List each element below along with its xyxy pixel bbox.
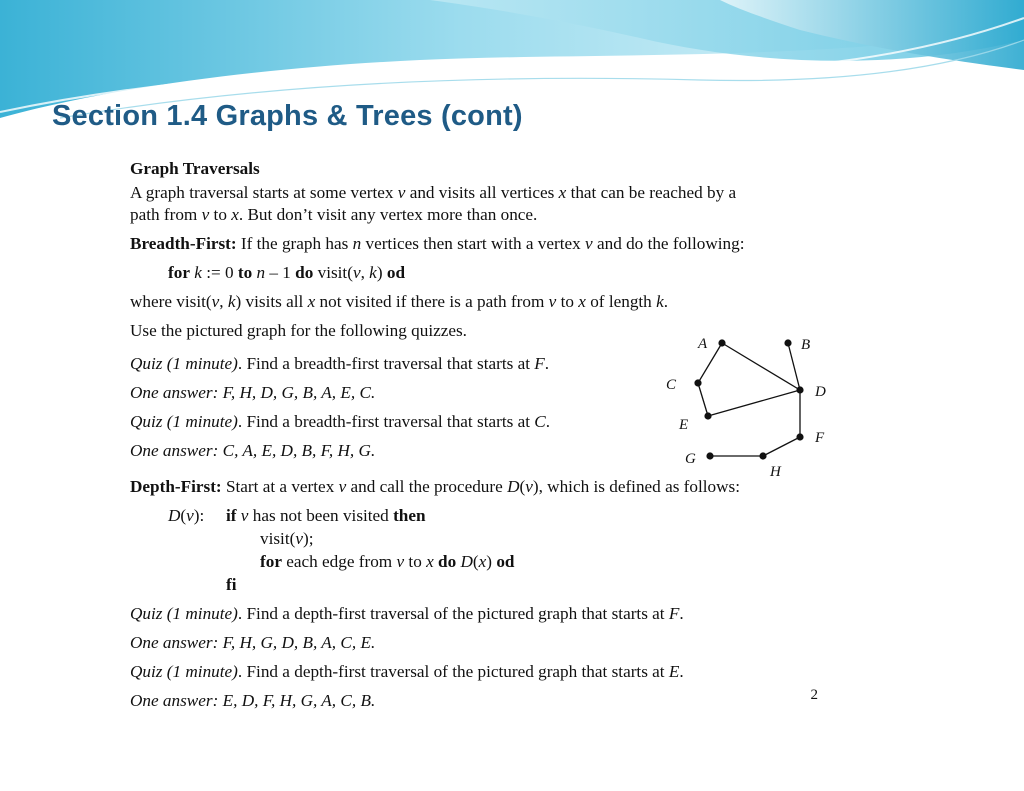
answer-text: : E, D, F, H, G, A, C, B.	[212, 691, 376, 710]
vertex-g	[706, 452, 713, 459]
text: visit(	[313, 263, 353, 282]
text: .	[545, 412, 551, 431]
text: to	[404, 552, 427, 571]
vertex-label-d: D	[815, 384, 826, 400]
dfs-answer-2	[130, 691, 375, 711]
var: x	[231, 205, 239, 224]
dfs-code-visit-line	[260, 529, 313, 549]
var: v	[240, 506, 249, 525]
keyword: od	[496, 552, 515, 571]
text: – 1	[265, 263, 296, 282]
text: ):	[193, 506, 205, 525]
var: v	[396, 552, 405, 571]
bfs-quiz-2	[130, 412, 550, 432]
edge-b-d	[788, 343, 800, 390]
graph-vertices	[694, 339, 803, 459]
quiz-label: Quiz (1 minute)	[130, 604, 238, 623]
var: v	[585, 234, 593, 253]
depth-first-definition	[130, 477, 740, 497]
text: path from	[130, 205, 202, 224]
var: x	[558, 183, 567, 202]
text: )	[486, 552, 497, 571]
text: Start at a vertex	[221, 477, 339, 496]
var: F	[534, 354, 545, 373]
answer-text: : C, A, E, D, B, F, H, G.	[212, 441, 376, 460]
dfs-quiz-1	[130, 604, 684, 624]
text: and call the procedure	[346, 477, 508, 496]
var: F	[668, 604, 680, 623]
var: v	[525, 477, 533, 496]
var: v	[338, 477, 347, 496]
vertex-c	[694, 379, 701, 386]
keyword: then	[393, 506, 426, 525]
text: visit(	[260, 529, 296, 548]
dfs-answer-1	[130, 633, 375, 653]
text: A graph traversal starts at some vertex	[130, 183, 398, 202]
text: If the graph has	[236, 234, 353, 253]
var: v	[352, 263, 361, 282]
keyword: for	[260, 552, 282, 571]
keyword: od	[386, 263, 405, 282]
text: ,	[219, 292, 228, 311]
text: ) visits all	[235, 292, 308, 311]
breadth-first-definition	[130, 234, 744, 254]
var: D	[168, 506, 181, 525]
text: ,	[360, 263, 370, 282]
text: .	[679, 604, 684, 623]
visit-definition	[130, 292, 668, 312]
text: where visit(	[130, 292, 212, 311]
answer-text: : F, H, D, G, B, A, E, C.	[212, 383, 376, 402]
var: D	[460, 552, 473, 571]
text: .	[544, 354, 550, 373]
var: n	[352, 234, 362, 253]
depth-first-label: Depth-First:	[130, 477, 222, 496]
bfs-answer-1	[130, 383, 375, 403]
text: . Find a depth-first traversal of the pictured graph that starts at	[237, 604, 669, 623]
keyword: do	[438, 552, 457, 571]
keyword: do	[295, 263, 314, 282]
text: not visited if there is a path from	[315, 292, 549, 311]
text: and do the following:	[592, 234, 745, 253]
text: (	[472, 552, 479, 571]
textbook-excerpt	[127, 157, 840, 713]
var: k	[369, 263, 377, 282]
var: v	[186, 506, 194, 525]
bfs-answer-2	[130, 441, 375, 461]
var: x	[426, 552, 434, 571]
vertex-f	[796, 433, 803, 440]
vertex-label-g: G	[685, 451, 696, 467]
text: to	[209, 205, 232, 224]
vertex-label-h: H	[770, 464, 781, 480]
dfs-code-signature	[168, 506, 204, 526]
var: x	[307, 292, 316, 311]
text: .	[663, 292, 669, 311]
var: v	[295, 529, 303, 548]
quiz-label: Quiz (1 minute)	[130, 662, 238, 681]
quiz-label: Quiz (1 minute)	[130, 412, 238, 431]
vertex-label-e: E	[679, 417, 689, 433]
var: x	[578, 292, 586, 311]
bfs-code-line	[168, 263, 405, 283]
var: k	[227, 292, 236, 311]
var: D	[507, 477, 520, 496]
text: that can be reached by a	[566, 183, 737, 202]
dfs-code-for-line	[260, 552, 514, 572]
text: (	[519, 477, 526, 496]
text: . Find a depth-first traversal of the pictured graph that starts at	[237, 662, 669, 681]
vertex-h	[759, 452, 766, 459]
keyword: if	[226, 506, 237, 525]
dfs-code-if-line	[226, 506, 426, 526]
dfs-code-fi-line: fi	[226, 575, 237, 594]
text: . Find a breadth-first traversal that starts at	[237, 412, 535, 431]
vertex-label-c: C	[666, 377, 677, 393]
var: k	[656, 292, 664, 311]
keyword: to	[237, 263, 253, 282]
graph-traversals-heading: Graph Traversals	[130, 159, 260, 178]
dfs-quiz-2	[130, 662, 684, 682]
vertex-e	[704, 412, 711, 419]
vertex-a	[718, 339, 725, 346]
text: and visits all vertices	[405, 183, 559, 202]
intro-line-1	[130, 183, 736, 203]
slide-title: Section 1.4 Graphs & Trees (cont)	[52, 100, 523, 132]
text: to	[556, 292, 579, 311]
breadth-first-label: Breadth-First:	[130, 234, 237, 253]
bfs-quiz-1	[130, 354, 549, 374]
answer-label: One answer	[130, 633, 213, 652]
vertex-d	[796, 386, 803, 393]
text: has not been visited	[248, 506, 394, 525]
var: C	[534, 412, 546, 431]
vertex-b	[784, 339, 791, 346]
quiz-label: Quiz (1 minute)	[130, 354, 238, 373]
var: v	[211, 292, 220, 311]
vertex-label-f: F	[815, 430, 825, 446]
var: E	[668, 662, 680, 681]
text: vertices then start with a vertex	[361, 234, 586, 253]
vertex-label-a: A	[698, 336, 708, 352]
var: v	[548, 292, 557, 311]
answer-label: One answer	[130, 383, 213, 402]
answer-label: One answer	[130, 691, 213, 710]
pictured-graph	[660, 325, 840, 490]
text: )	[376, 263, 387, 282]
var: v	[397, 183, 406, 202]
var: k	[194, 263, 202, 282]
answer-label: One answer	[130, 441, 213, 460]
use-graph-note: Use the pictured graph for the following quizzes.	[130, 321, 467, 340]
text: of length	[585, 292, 657, 311]
var: x	[478, 552, 487, 571]
text: ), which is defined as follows:	[532, 477, 741, 496]
text: . Find a breadth-first traversal that starts at	[237, 354, 535, 373]
text: . But don’t visit any vertex more than once.	[238, 205, 538, 224]
text: (	[180, 506, 187, 525]
edge-c-e	[698, 383, 708, 416]
var: n	[256, 263, 266, 282]
graph-edges	[698, 343, 800, 456]
text: := 0	[201, 263, 238, 282]
edge-e-d	[708, 390, 800, 416]
text: .	[679, 662, 684, 681]
page-number: 2	[810, 687, 818, 703]
var: v	[201, 205, 210, 224]
text: each edge from	[281, 552, 397, 571]
answer-text: : F, H, G, D, B, A, C, E.	[212, 633, 376, 652]
keyword: for	[168, 263, 190, 282]
intro-line-2	[130, 205, 537, 225]
edge-a-d	[722, 343, 800, 390]
text: );	[302, 529, 314, 548]
vertex-label-b: B	[801, 337, 811, 353]
edge-f-h	[763, 437, 800, 456]
